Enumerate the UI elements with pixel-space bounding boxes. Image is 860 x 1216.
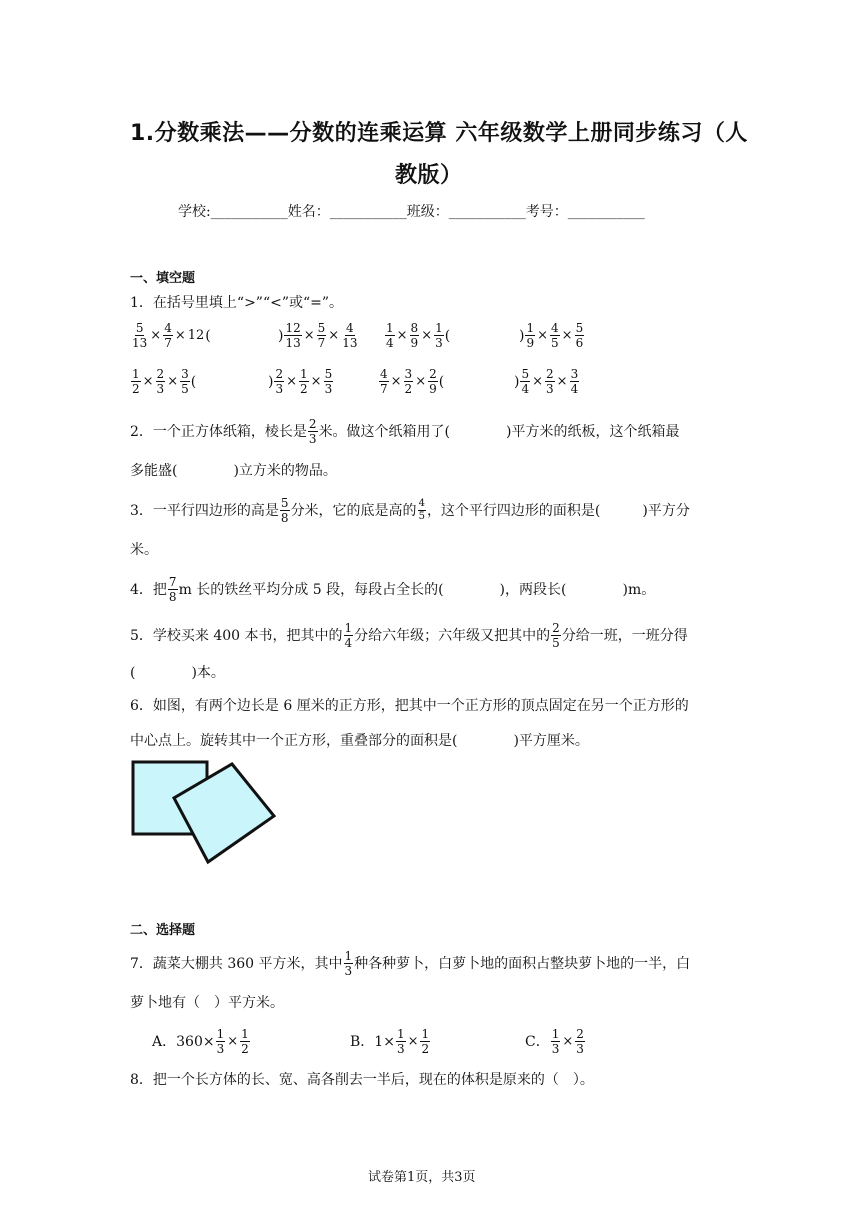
page-footer: 试卷第1页，共3页 [368, 1170, 476, 1185]
fraction: $\frac{8}{9}$ [410, 321, 419, 350]
fraction: $\frac{2}{3}$ [546, 367, 554, 396]
fraction: $\frac{1}{4}$ [386, 321, 394, 350]
fraction: $\frac{3}{4}$ [570, 367, 579, 396]
student-info-line: 学校:___________姓名：___________班级：___________考号：___________ [178, 204, 645, 220]
question-6-line1: 6．如图，有两个边长是 6 厘米的正方形，把其中一个正方形的顶点固定在另一个正方形的 [130, 698, 689, 714]
q1-row1-item-d: ) $\frac{1}{9}$ × $\frac{4}{5}$ × $\frac{5}{6}$ [519, 321, 584, 350]
fraction: $\frac{5}{4}$ [521, 367, 530, 396]
q7-option-a[interactable]: A． 360× $\frac{1}{3}$ × $\frac{1}{2}$ [152, 1027, 249, 1056]
question-2-line2: 多能盛( )立方米的物品。 [130, 463, 337, 479]
q1-row2-item-c: $\frac{4}{7}$ × $\frac{3}{2}$ × $\frac{2}{9}$ ( [380, 367, 445, 396]
answer-blank-open[interactable]: ( [444, 327, 451, 344]
fraction: $\frac{1}{4}$ [344, 621, 353, 650]
fraction: $\frac{7}{8}$ [168, 575, 177, 604]
fraction: $\frac{1}{9}$ [526, 321, 535, 350]
q1-row1-item-c: $\frac{1}{4}$ × $\frac{8}{9}$ × $\frac{1}{3}$ ( [386, 321, 451, 350]
q1-row2-item-d: ) $\frac{5}{4}$ × $\frac{2}{3}$ × $\frac{3}{4}$ [514, 367, 579, 396]
question-3-line1: 3．一平行四边形的高是 $\frac{5}{8}$ 分米，它的底是高的 $\frac{4}{5}$ ，这个平行四边形的面积是( )平方分 [130, 496, 690, 525]
fraction: $\frac{4}{5}$ [418, 498, 425, 522]
fraction: $\frac{2}{3}$ [308, 417, 317, 446]
fraction: $\frac{2}{3}$ [576, 1027, 584, 1056]
question-8: 8．把一个长方体的长、宽、高各削去一半后，现在的体积是原来的（ ）。 [130, 1072, 594, 1088]
fraction: $\frac{5}{3}$ [324, 367, 333, 396]
fraction: $\frac{1}{3}$ [216, 1027, 225, 1056]
question-7-line2: 萝卜地有（ ）平方米。 [130, 995, 284, 1011]
fraction: $\frac{1}{2}$ [300, 367, 308, 396]
two-squares-figure [128, 756, 280, 868]
fraction: $\frac{2}{5}$ [552, 621, 560, 650]
fraction: $\frac{2}{3}$ [156, 367, 165, 396]
fraction: $\frac{2}{3}$ [275, 367, 284, 396]
fraction: $\frac{1}{3}$ [344, 949, 353, 978]
section-fill-in-heading: 一、填空题 [130, 271, 196, 286]
fraction: $\frac{5}{6}$ [575, 321, 584, 350]
fraction: $\frac{3}{2}$ [404, 367, 413, 396]
q1-row1-item-a: $\frac{5}{13}$ × $\frac{4}{7}$ × 12 ( [132, 321, 211, 350]
fraction: $\frac{2}{9}$ [429, 367, 437, 396]
fraction: $\frac{3}{5}$ [181, 367, 189, 396]
q1-row2-item-b: ) $\frac{2}{3}$ × $\frac{1}{2}$ × $\frac{5}{3}$ [268, 367, 333, 396]
q1-row2-item-a: $\frac{1}{2}$ × $\frac{2}{3}$ × $\frac{3}{5}$ ( [132, 367, 197, 396]
fraction: $\frac{5}{8}$ [280, 496, 289, 525]
question-5-line2: ( )本。 [130, 665, 225, 681]
fraction: $\frac{4}{5}$ [551, 321, 559, 350]
question-5-line1: 5．学校买来 400 本书，把其中的 $\frac{1}{4}$ 分给六年级；六年级又把其中的 $\frac{2}{5}$ 分给一班，一班分得 [130, 621, 688, 650]
fraction: $\frac{4}{7}$ [380, 367, 388, 396]
fraction: $\frac{1}{2}$ [132, 367, 140, 396]
question-7-line1: 7．蔬菜大棚共 360 平方米，其中 $\frac{1}{3}$ 种各种萝卜，白萝卜地的面积占整块萝卜地的一半，白 [130, 949, 691, 978]
fraction: $\frac{4}{13}$ [342, 321, 358, 350]
answer-blank-open[interactable]: ( [438, 373, 445, 390]
fraction: $\frac{12}{13}$ [285, 321, 301, 350]
fraction: $\frac{1}{3}$ [396, 1027, 405, 1056]
q7-option-c[interactable]: C． $\frac{1}{3}$ × $\frac{2}{3}$ [525, 1027, 584, 1056]
question-1-stem: 1．在括号里填上“>”“<”或“=”。 [130, 295, 344, 311]
page-title-line1: 1.分数乘法——分数的连乘运算 六年级数学上册同步练习（人 [130, 121, 748, 146]
answer-blank-open[interactable]: ( [190, 373, 197, 390]
question-4: 4．把 $\frac{7}{8}$ m 长的铁丝平均分成 5 段，每段占全长的( )，两段长( )m。 [130, 575, 656, 604]
q1-row1-item-b: ) $\frac{12}{13}$ × $\frac{5}{7}$ × $\frac{4}{13}$ [278, 321, 358, 350]
fraction: $\frac{1}{3}$ [435, 321, 443, 350]
question-3-line2: 米。 [130, 542, 158, 558]
fraction: $\frac{1}{2}$ [241, 1027, 249, 1056]
section-multiple-choice-heading: 二、选择题 [130, 923, 196, 938]
fraction: $\frac{1}{2}$ [421, 1027, 430, 1056]
question-6-line2: 中心点上。旋转其中一个正方形，重叠部分的面积是( )平方厘米。 [130, 733, 589, 749]
page-title-line2: 教版） [395, 163, 463, 188]
q7-option-b[interactable]: B． 1× $\frac{1}{3}$ × $\frac{1}{2}$ [350, 1027, 430, 1056]
fraction: $\frac{4}{7}$ [164, 321, 172, 350]
answer-blank-open[interactable]: ( [205, 327, 211, 344]
fraction: $\frac{1}{3}$ [551, 1027, 560, 1056]
fraction: $\frac{5}{7}$ [317, 321, 326, 350]
fraction: $\frac{5}{13}$ [132, 321, 148, 350]
question-2-line1: 2．一个正方体纸箱，棱长是 $\frac{2}{3}$ 米。做这个纸箱用了( )平方米的纸板，这个纸箱最 [130, 417, 680, 446]
